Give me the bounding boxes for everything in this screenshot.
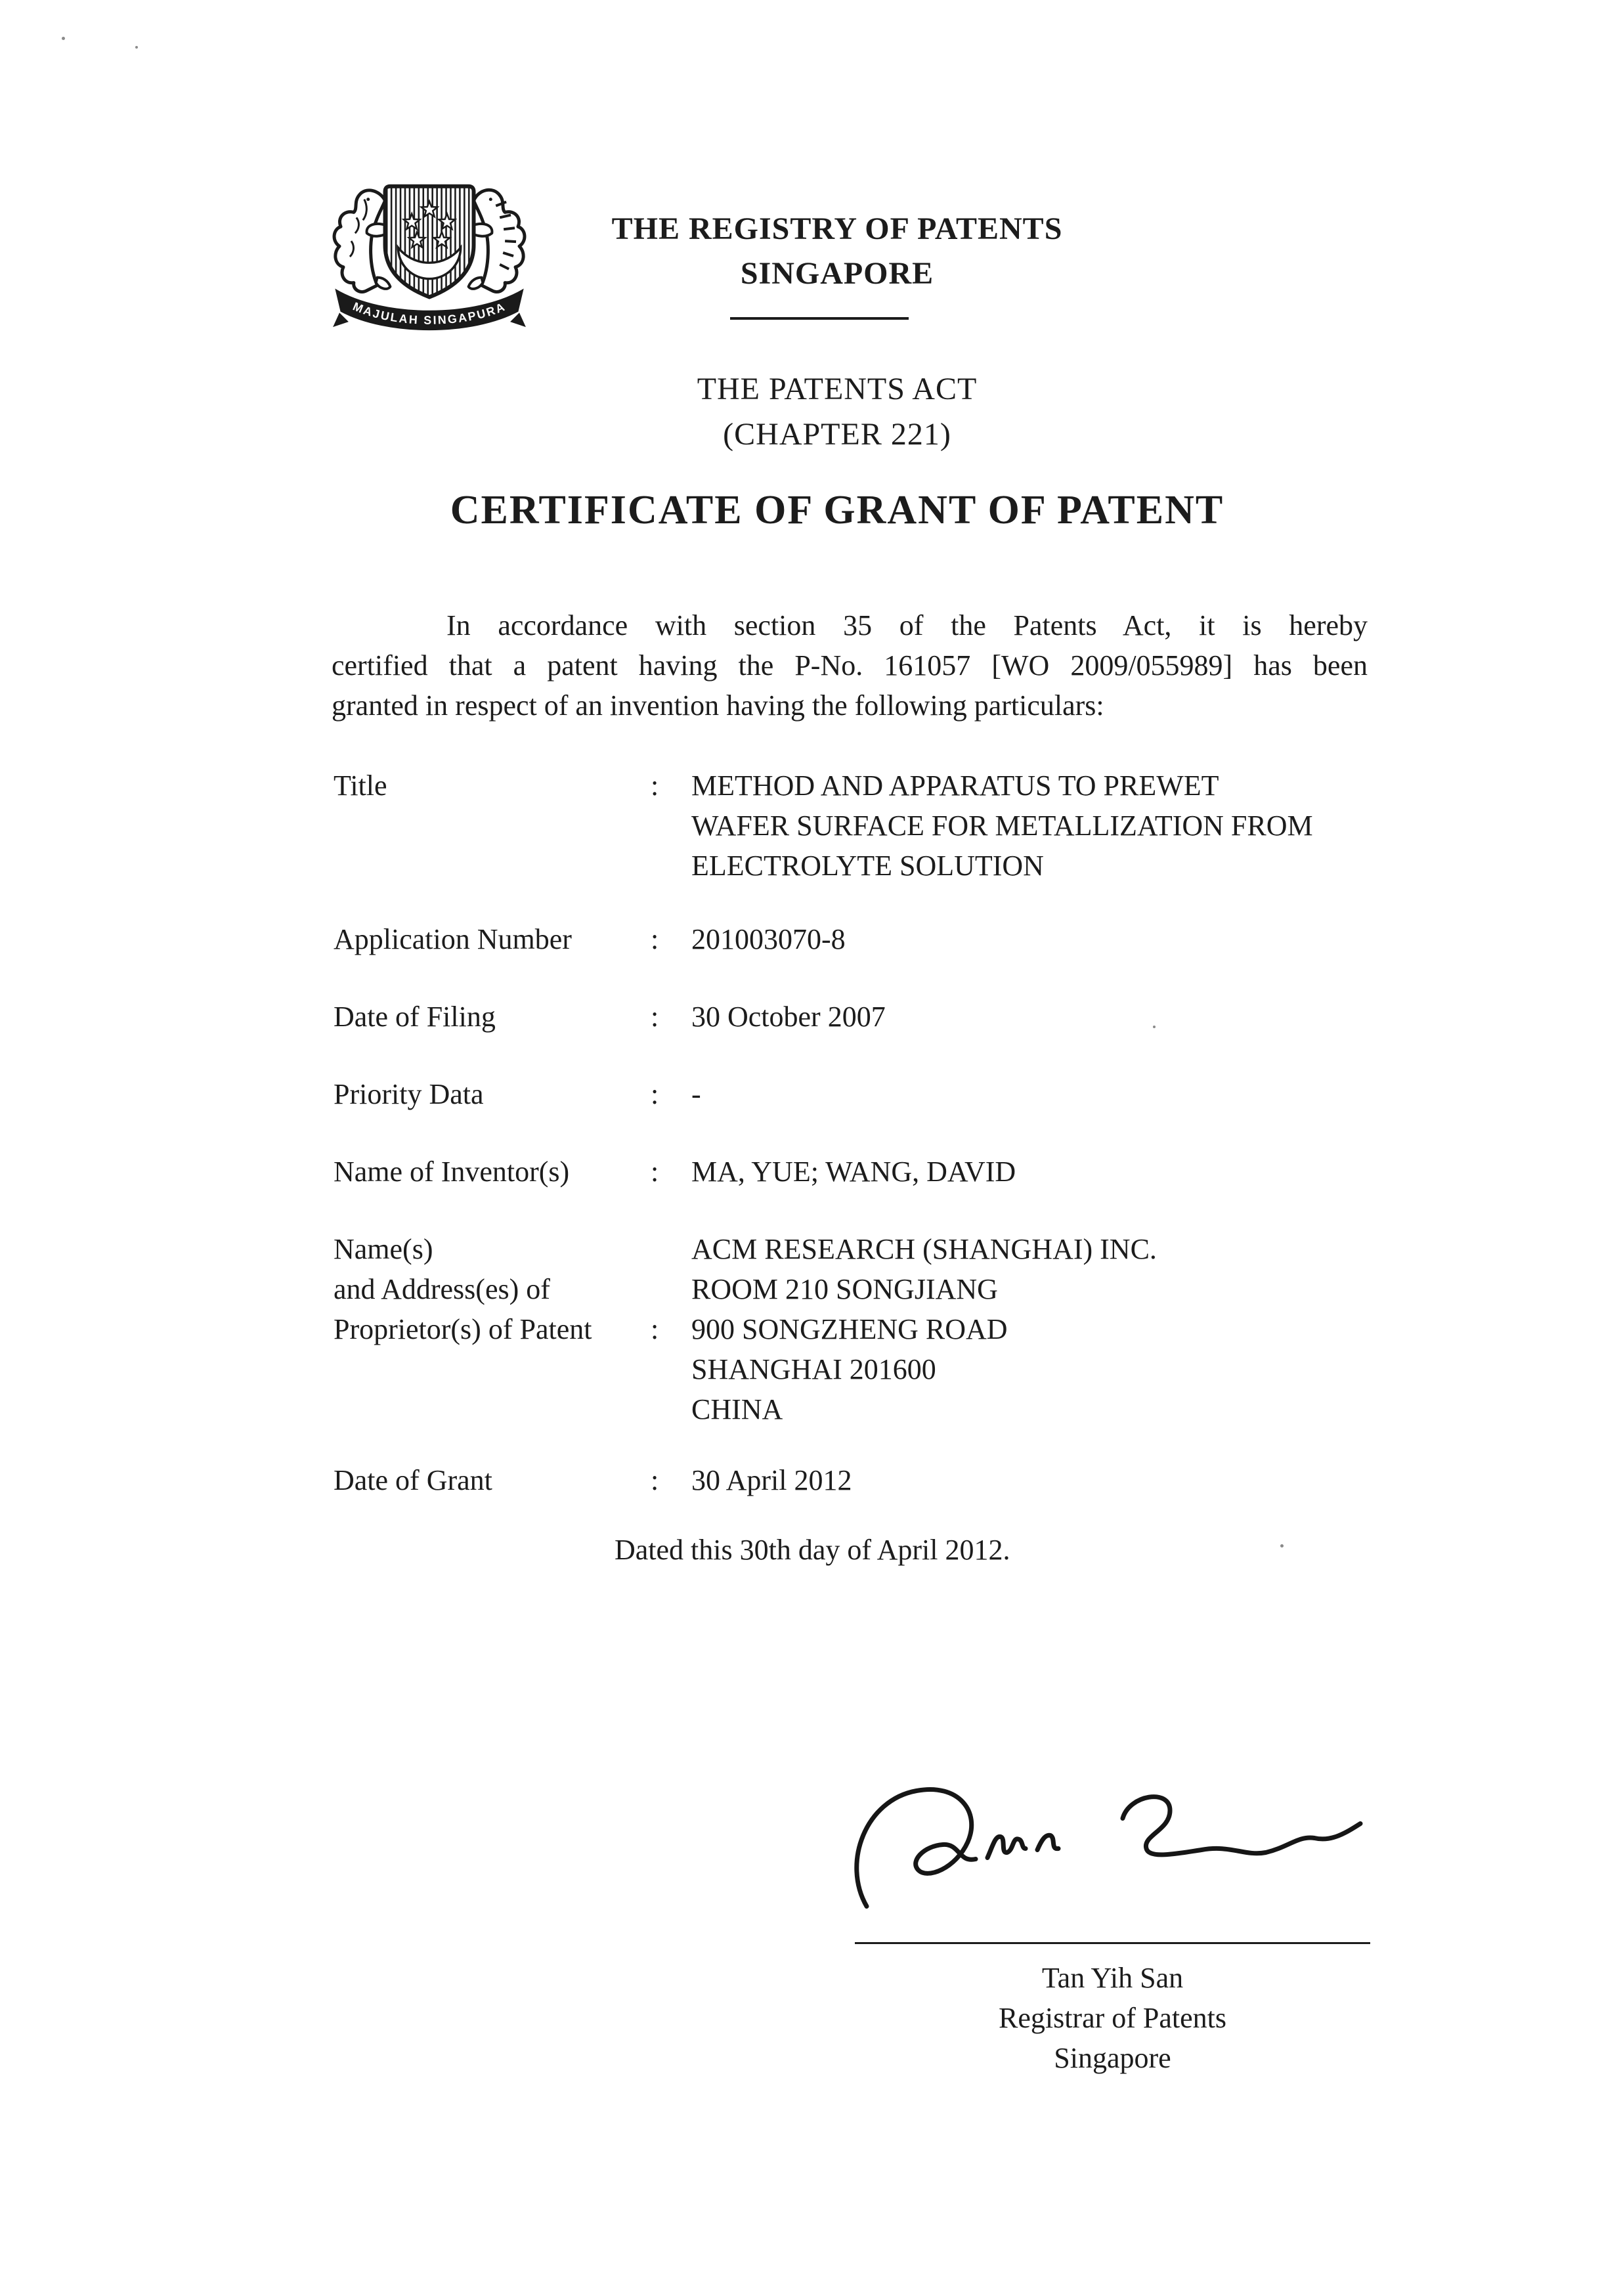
field-row-inventors xyxy=(334,1152,1410,1192)
registrar-title: Registrar of Patents xyxy=(998,2002,1227,2034)
field-colon: : xyxy=(651,1464,659,1496)
proprietor-value-line: SHANGHAI 201600 xyxy=(691,1353,936,1385)
registry-title: THE REGISTRY OF PATENTS xyxy=(611,211,1063,246)
proprietor-value-line: ROOM 210 SONGJIANG xyxy=(691,1273,998,1305)
field-value xyxy=(691,766,1410,886)
header-divider-rule xyxy=(730,317,909,320)
field-label: Application Number xyxy=(334,923,572,955)
field-label xyxy=(334,1229,647,1429)
title-value-line: ELECTROLYTE SOLUTION xyxy=(691,850,1044,882)
field-colon: : xyxy=(651,1313,659,1345)
dated-line: Dated this 30th day of April 2012. xyxy=(615,1534,1010,1566)
field-row-proprietor xyxy=(334,1229,1410,1429)
title-value-line: METHOD AND APPARATUS TO PREWET xyxy=(691,769,1219,802)
proprietor-label-line: Proprietor(s) of Patent xyxy=(334,1313,592,1345)
field-value: 30 April 2012 xyxy=(691,1464,852,1496)
field-value: MA, YUE; WANG, DAVID xyxy=(691,1156,1016,1188)
field-colon: : xyxy=(651,923,659,955)
signature-block xyxy=(855,1958,1370,2078)
title-value-line: WAFER SURFACE FOR METALLIZATION FROM xyxy=(691,810,1313,842)
registry-country: SINGAPORE xyxy=(740,256,934,291)
field-colon: : xyxy=(651,1078,659,1110)
field-label: Title xyxy=(334,769,387,802)
field-row-date-of-filing xyxy=(334,997,1410,1037)
field-colon: : xyxy=(651,1156,659,1188)
field-value xyxy=(691,1229,1410,1429)
proprietor-label-line: Name(s) xyxy=(334,1233,433,1265)
patents-act-line: THE PATENTS ACT xyxy=(697,372,978,406)
intro-line-3: granted in respect of an invention having the following particulars: xyxy=(332,689,1104,722)
field-label: Date of Filing xyxy=(334,1001,496,1033)
chapter-line: (CHAPTER 221) xyxy=(723,417,951,452)
registrar-place: Singapore xyxy=(1054,2042,1171,2074)
field-label: Date of Grant xyxy=(334,1464,492,1496)
signature-rule xyxy=(855,1942,1370,1944)
scan-speck xyxy=(1153,1026,1156,1028)
field-value: 201003070-8 xyxy=(691,923,846,955)
proprietor-value-line: CHINA xyxy=(691,1393,783,1425)
motto-banner-text: MAJULAH SINGAPURA xyxy=(351,299,508,327)
proprietor-value-line: 900 SONGZHENG ROAD xyxy=(691,1313,1008,1345)
scan-speck xyxy=(1280,1544,1284,1548)
certificate-title: CERTIFICATE OF GRANT OF PATENT xyxy=(450,488,1224,532)
scan-speck xyxy=(135,46,138,49)
field-label: Name of Inventor(s) xyxy=(334,1156,570,1188)
field-row-priority-data xyxy=(334,1074,1410,1114)
intro-line-1: In accordance with section 35 of the Patents Act, it is hereby xyxy=(446,609,1368,641)
field-row-date-of-grant xyxy=(334,1460,1410,1500)
field-colon: : xyxy=(651,769,659,802)
field-colon: : xyxy=(651,1001,659,1033)
registrar-signature xyxy=(847,1769,1372,1930)
intro-paragraph xyxy=(332,605,1368,726)
scan-speck xyxy=(62,37,65,40)
intro-line-2: certified that a patent having the P-No. 161057 [WO 2009/055989] has been xyxy=(332,649,1368,682)
proprietor-value-line: ACM RESEARCH (SHANGHAI) INC. xyxy=(691,1233,1157,1265)
field-row-title xyxy=(334,766,1410,886)
field-value: 30 October 2007 xyxy=(691,1001,886,1033)
registrar-name: Tan Yih San xyxy=(1041,1962,1184,1994)
proprietor-label-line: and Address(es) of xyxy=(334,1273,550,1305)
field-row-application-number xyxy=(334,919,1410,959)
field-value: - xyxy=(691,1078,701,1110)
field-label: Priority Data xyxy=(334,1078,484,1110)
